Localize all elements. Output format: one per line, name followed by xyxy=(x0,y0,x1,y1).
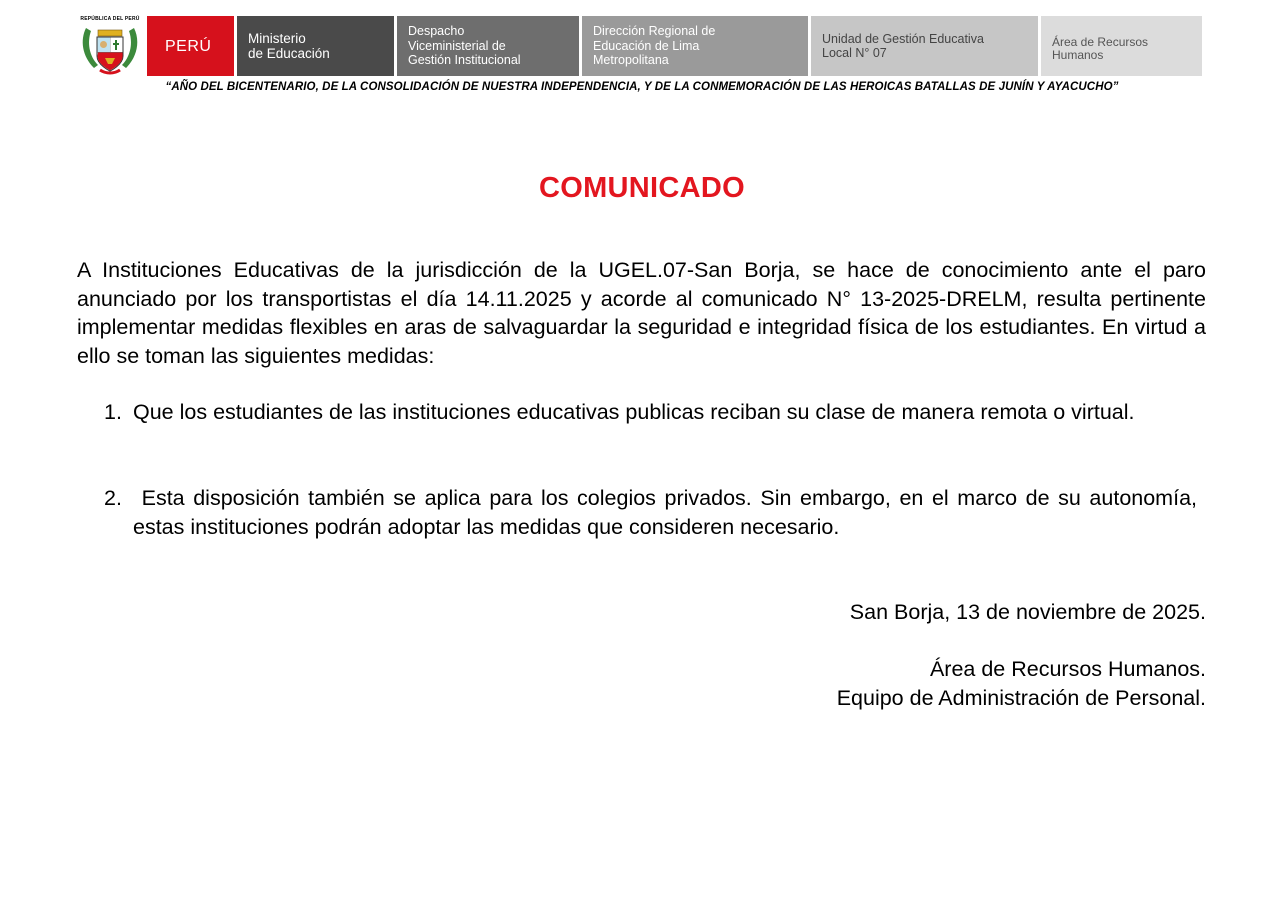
hr-area-block xyxy=(1041,16,1202,76)
intro-paragraph: A Instituciones Educativas de la jurisdicción de la UGEL.07-San Borja, se hace de conocimiento ante el paro anunciado por los transportistas el día 14.11.2025 y acorde al comunicado N° 13-2025-DRELM, resulta pertinente implementar medidas flexibles en aras de salvaguardar la seguridad e integridad física de los estudiantes. En virtud a ello se toman las siguientes medidas: xyxy=(77,258,1206,368)
ugel-label: Unidad de Gestión Educativa Local N° 07 xyxy=(822,31,984,60)
measure-item xyxy=(104,484,1203,542)
national-seal-logo xyxy=(76,16,144,77)
ministry-block xyxy=(237,16,394,76)
signature-department: Área de Recursos Humanos. xyxy=(929,657,1206,681)
measure-text: Esta disposición también se aplica para los colegios privados. Sin embargo, en el marco de su autonomía, estas instituciones podrán adoptar las medidas que consideren necesario. xyxy=(133,486,1203,539)
peru-label: PERÚ xyxy=(165,37,212,55)
institutional-header xyxy=(76,16,1202,77)
measure-text: Que los estudiantes de las instituciones educativas publicas reciban su clase de manera remota o virtual. xyxy=(133,400,1135,424)
year-motto: “AÑO DEL BICENTENARIO, DE LA CONSOLIDACIÓN DE NUESTRA INDEPENDENCIA, Y DE LA CONMEMORACIÓN DE LAS HEROICAS BATALLAS DE JUNÍN Y AYACUCHO” xyxy=(165,81,1119,93)
document-title: COMUNICADO xyxy=(539,172,745,204)
vice-ministry-label: Despacho Viceministerial de Gestión Institucional xyxy=(408,24,521,68)
ugel-block xyxy=(811,16,1038,76)
coat-of-arms-icon xyxy=(76,16,144,77)
ministry-label: Ministerio de Educación xyxy=(248,31,330,61)
vice-ministry-block xyxy=(397,16,579,76)
measure-number: 2. xyxy=(104,486,122,510)
drelm-block xyxy=(582,16,808,76)
measure-number: 1. xyxy=(104,400,122,424)
hr-area-label: Área de Recursos Humanos xyxy=(1052,35,1149,62)
seal-caption: REPÚBLICA DEL PERÚ xyxy=(80,16,140,22)
drelm-label: Dirección Regional de Educación de Lima Metropolitana xyxy=(593,24,716,68)
measure-item xyxy=(104,398,1197,427)
signature-team: Equipo de Administración de Personal. xyxy=(836,686,1206,710)
peru-block xyxy=(147,16,234,76)
date-line: San Borja, 13 de noviembre de 2025. xyxy=(849,600,1206,624)
